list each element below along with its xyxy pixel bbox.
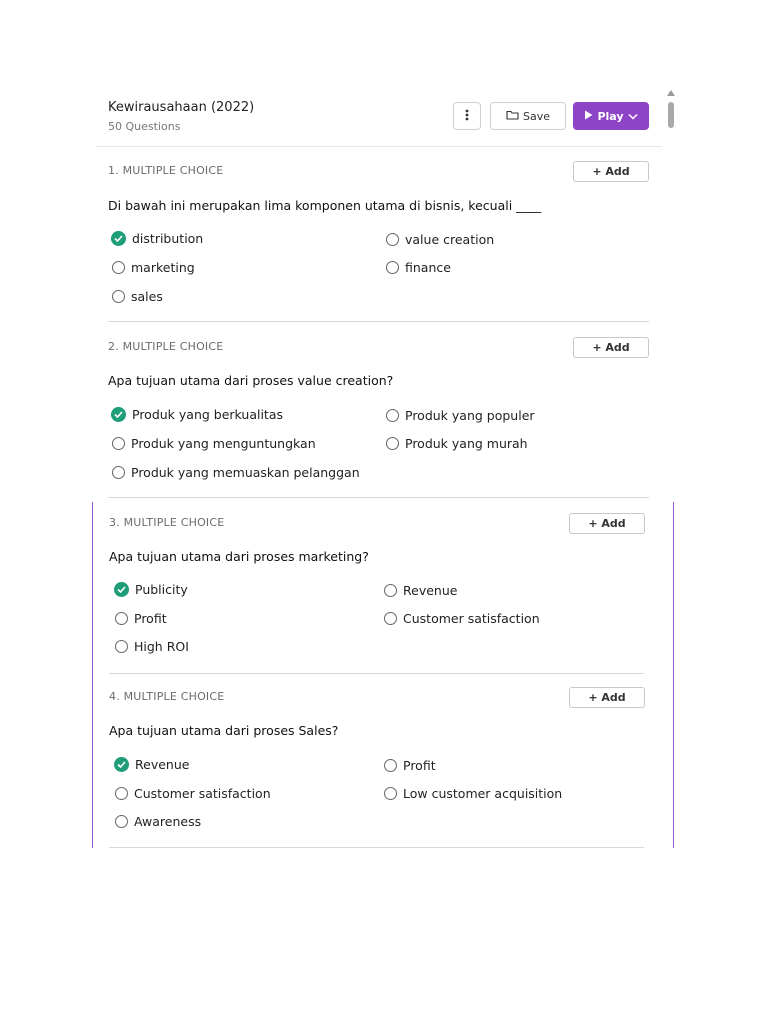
answer-option[interactable]	[115, 814, 201, 829]
answer-text: Low customer acquisition	[403, 786, 563, 801]
correct-check-icon	[114, 757, 129, 772]
more-options-button[interactable]	[453, 102, 481, 130]
correct-check-icon	[114, 582, 129, 597]
radio-icon	[115, 787, 128, 800]
answer-text: Produk yang murah	[405, 436, 528, 451]
radio-icon	[384, 759, 397, 772]
answer-option[interactable]	[386, 436, 528, 451]
question-card-1	[96, 146, 662, 322]
question-type-label: 3. MULTIPLE CHOICE	[109, 516, 225, 529]
correct-check-icon	[111, 407, 126, 422]
question-text: Apa tujuan utama dari proses Sales?	[109, 723, 339, 738]
quiz-header	[96, 86, 662, 147]
radio-icon	[386, 233, 399, 246]
scrollbar[interactable]	[664, 88, 676, 500]
answer-option[interactable]	[114, 757, 189, 772]
radio-icon	[386, 261, 399, 274]
answer-text: Produk yang populer	[405, 408, 535, 423]
radio-icon	[112, 261, 125, 274]
radio-icon	[115, 815, 128, 828]
radio-icon	[112, 437, 125, 450]
answer-option[interactable]	[115, 639, 189, 654]
radio-icon	[384, 612, 397, 625]
answer-option[interactable]	[115, 786, 271, 801]
question-text: Apa tujuan utama dari proses value creation?	[108, 373, 394, 388]
quiz-title: Kewirausahaan (2022)	[108, 100, 255, 115]
answer-text: High ROI	[134, 639, 189, 654]
answer-text: Profit	[134, 611, 167, 626]
answer-text: Revenue	[135, 757, 190, 772]
scroll-up-arrow-icon[interactable]	[667, 90, 675, 96]
question-text: Di bawah ini merupakan lima komponen utama di bisnis, kecuali ____	[108, 198, 542, 213]
divider	[109, 847, 644, 848]
answer-text: distribution	[132, 231, 204, 246]
chevron-down-icon	[628, 110, 638, 123]
question-count: 50 Questions	[108, 120, 181, 133]
answer-text: Produk yang menguntungkan	[131, 436, 316, 451]
quiz-panel-bottom	[92, 502, 674, 848]
answer-option[interactable]	[114, 582, 188, 597]
answer-option[interactable]	[112, 260, 195, 275]
answer-option[interactable]	[386, 260, 451, 275]
answer-option[interactable]	[384, 583, 457, 598]
answer-text: Revenue	[403, 583, 458, 598]
scrollbar-thumb[interactable]	[668, 102, 674, 128]
kebab-menu-icon	[465, 109, 469, 124]
save-label: Save	[522, 109, 550, 123]
answer-text: Customer satisfaction	[403, 611, 540, 626]
answer-option[interactable]	[384, 786, 562, 801]
question-type-label: 1. MULTIPLE CHOICE	[108, 164, 224, 177]
divider	[108, 497, 649, 498]
question-text: Apa tujuan utama dari proses marketing?	[109, 549, 369, 564]
answer-option[interactable]	[386, 232, 494, 247]
radio-icon	[112, 290, 125, 303]
add-question-button[interactable]: + Add	[569, 513, 645, 534]
answer-text: Customer satisfaction	[134, 786, 271, 801]
quiz-panel-top	[96, 86, 662, 500]
radio-icon	[115, 612, 128, 625]
add-question-button[interactable]: + Add	[569, 687, 645, 708]
answer-option[interactable]	[384, 611, 540, 626]
answer-option[interactable]	[111, 231, 203, 246]
answer-option[interactable]	[112, 289, 163, 304]
answer-option[interactable]	[386, 408, 535, 423]
folder-icon	[506, 110, 519, 123]
answer-option[interactable]	[112, 436, 316, 451]
answer-text: marketing	[131, 260, 195, 275]
question-card-2	[96, 322, 662, 498]
answer-option[interactable]	[111, 407, 283, 422]
answer-text: Produk yang memuaskan pelanggan	[131, 465, 360, 480]
save-button[interactable]	[490, 102, 566, 130]
play-icon	[584, 110, 593, 123]
radio-icon	[384, 584, 397, 597]
question-card-3	[93, 502, 673, 674]
answer-option[interactable]	[112, 465, 360, 480]
answer-text: Produk yang berkualitas	[132, 407, 284, 422]
answer-text: sales	[131, 289, 163, 304]
answer-text: value creation	[405, 232, 495, 247]
radio-icon	[386, 409, 399, 422]
radio-icon	[386, 437, 399, 450]
add-question-button[interactable]: + Add	[573, 337, 649, 358]
question-card-4	[93, 674, 673, 848]
play-label: Play	[597, 109, 624, 123]
question-type-label: 4. MULTIPLE CHOICE	[109, 690, 225, 703]
add-question-button[interactable]: + Add	[573, 161, 649, 182]
correct-check-icon	[111, 231, 126, 246]
answer-option[interactable]	[115, 611, 167, 626]
play-button[interactable]	[573, 102, 649, 130]
answer-text: Publicity	[135, 582, 188, 597]
answer-option[interactable]	[384, 758, 436, 773]
answer-text: Profit	[403, 758, 436, 773]
question-type-label: 2. MULTIPLE CHOICE	[108, 340, 224, 353]
answer-text: Awareness	[134, 814, 202, 829]
answer-text: finance	[405, 260, 451, 275]
radio-icon	[384, 787, 397, 800]
radio-icon	[112, 466, 125, 479]
radio-icon	[115, 640, 128, 653]
